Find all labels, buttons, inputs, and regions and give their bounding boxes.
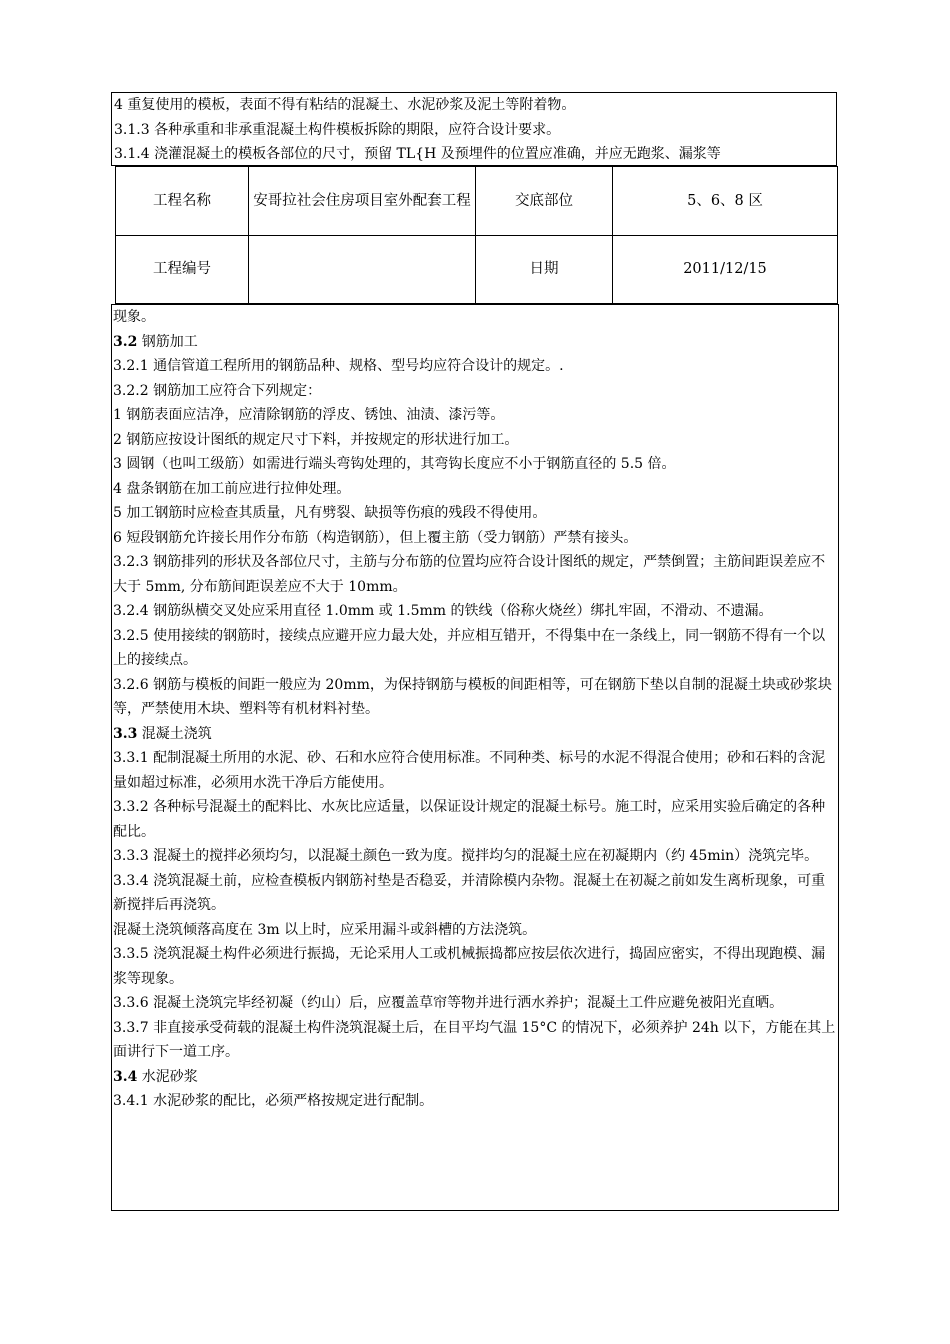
paragraph-text: 3.3.1 配制混凝土所用的水泥、砂、石和水应符合使用标准。不同种类、标号的水泥不得混合使用；砂和石料的含泥量如超过标准，必须用水洗干净后方能使用。 (113, 750, 826, 791)
paragraph (113, 1016, 837, 1065)
paragraph (113, 599, 837, 624)
project-no-label: 工程编号 (116, 236, 249, 304)
section-number: 3.3 (113, 725, 138, 742)
paragraph (113, 477, 837, 502)
paragraph-text: 4 盘条钢筋在加工前应进行拉伸处理。 (113, 480, 351, 497)
paragraph (113, 452, 837, 477)
paragraph-text: 3 圆钢（也叫工级筋）如需进行端头弯钩处理的，其弯钩长度应不小于钢筋直径的 5.5 倍。 (113, 456, 676, 472)
paragraph (113, 305, 837, 330)
paragraph-text: 混凝土浇筑倾落高度在 3m 以上时，应采用漏斗或斜槽的方法浇筑。 (113, 921, 537, 938)
paragraph-text: 3.3.3 混凝土的搅拌必须均匀，以混凝土颜色一致为度。搅拌均匀的混凝土应在初凝期内（约 45min）浇筑完毕。 (113, 848, 819, 864)
paragraph-text: 3.2.3 钢筋排列的形状及各部位尺寸，主筋与分布筋的位置均应符合设计图纸的规定，严禁倒置；主筋间距误差应不大于 5mm, 分布筋间距误差应不大于 10mm。 (113, 554, 826, 595)
paragraph (113, 844, 837, 869)
paragraph-text: 3.2.5 使用接续的钢筋时，接续点应避开应力最大处，并应相互错开，不得集中在一条线上，同一钢筋不得有一个以上的接续点。 (113, 627, 826, 668)
paragraph-text: 混凝土浇筑 (137, 725, 212, 742)
paragraph (113, 526, 837, 551)
header-table (115, 166, 838, 304)
paragraph (113, 624, 837, 673)
paragraph (113, 354, 837, 379)
section-number: 3.4 (113, 1068, 138, 1085)
paragraph (113, 1089, 837, 1114)
date-value: 2011/12/15 (613, 236, 838, 304)
section-heading (113, 1065, 837, 1090)
paragraph-text: 3.3.2 各种标号混凝土的配料比、水灰比应适量，以保证设计规定的混凝土标号。施工时，应采用实验后确定的各种配比。 (113, 799, 826, 840)
paragraph (113, 673, 837, 722)
paragraph-text: 1 钢筋表面应洁净，应清除钢筋的浮皮、锈蚀、油渍、漆污等。 (113, 407, 505, 423)
continued-text-box (111, 92, 837, 166)
paragraph-text: 3.3.5 浇筑混凝土构件必须进行振捣，无论采用人工或机械振捣都应按层依次进行，捣固应密实，不得出现跑模、漏浆等现象。 (113, 946, 826, 987)
date-label: 日期 (476, 236, 613, 304)
project-no-value (249, 236, 476, 304)
paragraph-text: 3.3.6 混凝土浇筑完毕经初凝（约山）后，应覆盖草帘等物并进行洒水养护；混凝土工件应避免被阳光直晒。 (113, 995, 784, 1011)
project-name-label: 工程名称 (116, 167, 249, 236)
header-row (116, 236, 838, 304)
paragraph-text: 3.3.7 非直接承受荷载的混凝土构件浇筑混凝土后，在目平均气温 15°C 的情况下，必须养护 24h 以下，方能在其上面讲行下一道工序。 (113, 1019, 836, 1060)
paragraph-text: 2 钢筋应按设计图纸的规定尺寸下料，并按规定的形状进行加工。 (113, 431, 519, 448)
paragraph-text: 6 短段钢筋允许接长用作分布筋（构造钢筋），但上覆主筋（受力钢筋）严禁有接头。 (113, 529, 638, 546)
section-heading (113, 330, 837, 355)
text-line: 4 重复使用的模板，表面不得有粘结的混凝土、水泥砂浆及泥土等附着物。 (114, 97, 576, 113)
paragraph (113, 942, 837, 991)
paragraph (113, 379, 837, 404)
paragraph-text: 现象。 (113, 309, 155, 325)
paragraph (113, 403, 837, 428)
paragraph (113, 428, 837, 453)
paragraph (113, 501, 837, 526)
paragraph (113, 869, 837, 918)
header-row (116, 167, 838, 236)
paragraph (113, 795, 837, 844)
body-text-box (111, 304, 839, 1211)
section-heading (113, 722, 837, 747)
paragraph (113, 991, 837, 1016)
paragraph-text: 3.3.4 浇筑混凝土前，应检查模板内钢筋衬垫是否稳妥，并清除模内杂物。混凝土在初凝之前如发生离析现象，可重新搅拌后再浇筑。 (113, 872, 826, 913)
paragraph-text: 水泥砂浆 (137, 1068, 198, 1085)
paragraph-text: 3.2.6 钢筋与模板的间距一般应为 20mm，为保持钢筋与模板的间距相等，可在钢筋下垫以自制的混凝土块或砂浆块等，严禁使用木块、塑料等有机材料衬垫。 (113, 676, 832, 717)
paragraph-text: 钢筋加工 (137, 333, 198, 350)
location-value: 5、6、8 区 (613, 167, 838, 236)
text-line: 3.1.4 浇灌混凝土的模板各部位的尺寸，预留 TL{H 及预埋件的位置应准确，并应无跑浆、漏浆等 (114, 146, 721, 162)
section-number: 3.2 (113, 333, 138, 350)
paragraph-text: 3.2.2 钢筋加工应符合下列规定： (113, 382, 322, 399)
paragraph-text: 3.4.1 水泥砂浆的配比，必须严格按规定进行配制。 (113, 1093, 434, 1109)
paragraph (113, 550, 837, 599)
paragraph-text: 3.2.4 钢筋纵横交叉处应采用直径 1.0mm 或 1.5mm 的铁线（俗称火烧丝）绑扎牢固，不滑动、不遗漏。 (113, 603, 773, 619)
text-line: 3.1.3 各种承重和非承重混凝土构件模板拆除的期限，应符合设计要求。 (114, 121, 561, 138)
project-name-value: 安哥拉社会住房项目室外配套工程 (249, 167, 476, 236)
location-label: 交底部位 (476, 167, 613, 236)
paragraph (113, 918, 837, 943)
paragraph-text: 3.2.1 通信管道工程所用的钢筋品种、规格、型号均应符合设计的规定。. (113, 358, 564, 374)
paragraph (113, 746, 837, 795)
paragraph-text: 5 加工钢筋时应检查其质量，凡有劈裂、缺损等伤痕的残段不得使用。 (113, 505, 547, 521)
